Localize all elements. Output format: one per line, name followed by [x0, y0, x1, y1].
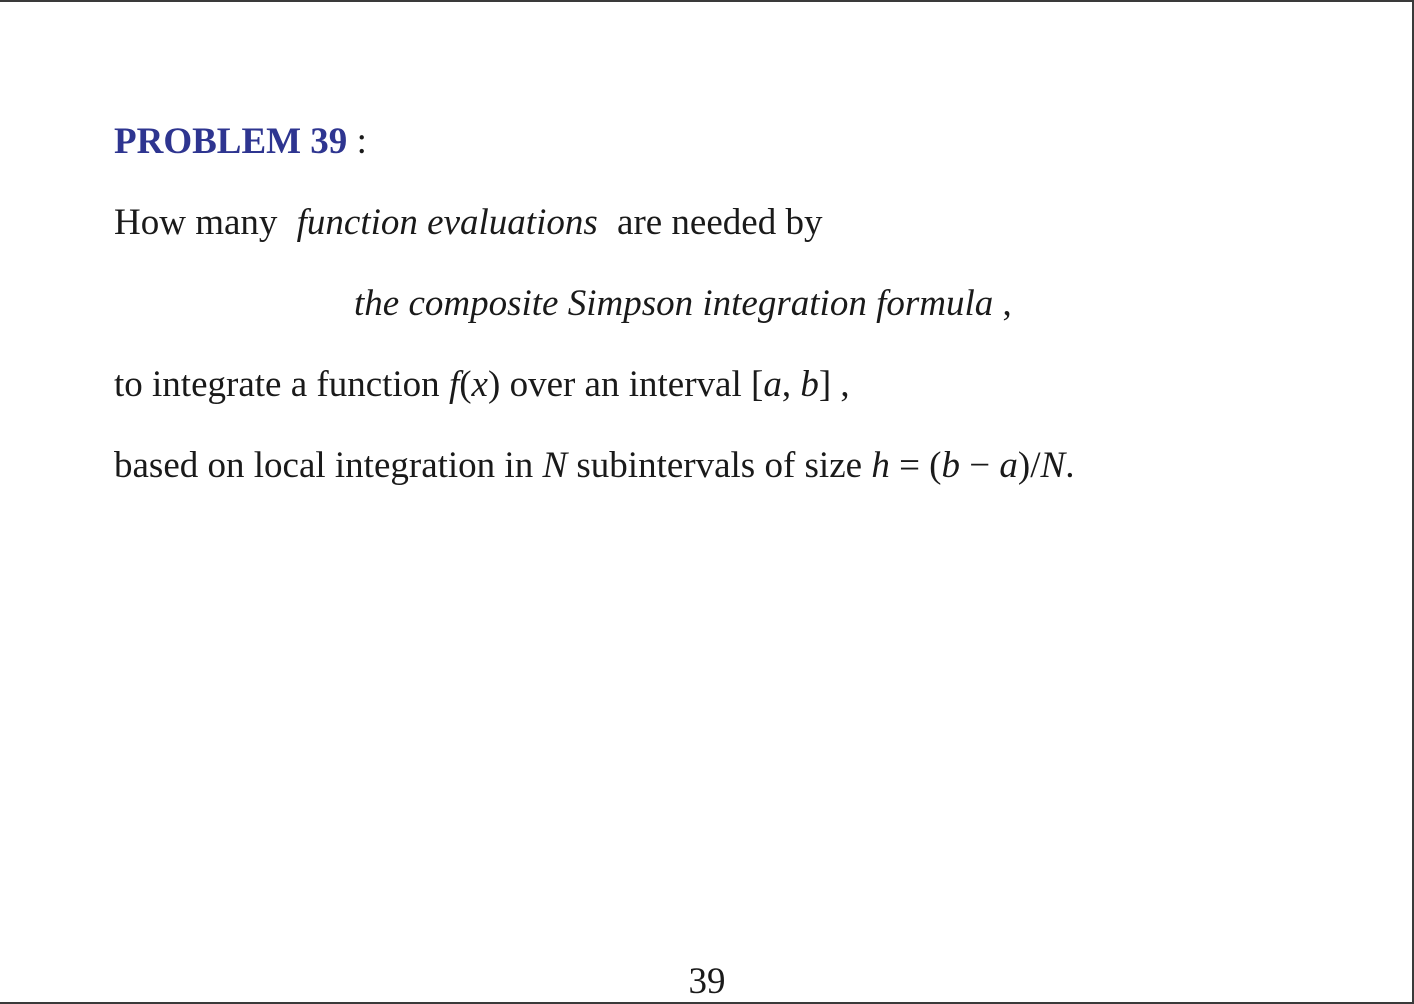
problem-title: PROBLEM 39 [114, 121, 348, 162]
question-line-4 [114, 444, 1074, 488]
math-bracket-open: [ [750, 364, 764, 405]
math-h: h [871, 445, 890, 486]
line3-pre: to integrate a function [114, 364, 440, 405]
problem-heading [114, 120, 367, 164]
math-x: x [471, 364, 488, 405]
math-close: )/ [1017, 445, 1041, 486]
page-number: 39 [688, 961, 726, 1002]
math-b2: b [941, 445, 961, 486]
math-bracket-close: ] [818, 364, 832, 405]
question-line-1 [114, 201, 822, 245]
math-paren-close: ) [487, 364, 501, 405]
math-eq: = ( [889, 445, 942, 486]
math-paren-open: ( [459, 364, 472, 405]
line3-mid: over an interval [509, 364, 742, 405]
math-a2: a [999, 445, 1018, 486]
line2-emphasis: the composite Simpson integration formula [354, 283, 994, 324]
line1-emphasis: function evaluations [296, 202, 598, 243]
math-b: b [800, 364, 819, 405]
math-f: f [448, 364, 460, 405]
math-period: . [1065, 445, 1075, 486]
heading-colon: : [356, 121, 367, 162]
math-N2: N [1040, 445, 1066, 486]
question-line-3 [114, 363, 850, 407]
question-line-2 [354, 282, 1012, 326]
line1-pre: How many [114, 202, 278, 243]
line4-mid: subintervals of size [576, 445, 863, 486]
math-a: a [763, 364, 782, 405]
line4-pre: based on local integration in [114, 445, 534, 486]
line1-post: are needed by [617, 202, 823, 243]
math-minus: − [960, 445, 1000, 486]
math-N: N [542, 445, 568, 486]
math-comma: , [781, 364, 801, 405]
line3-post: , [831, 364, 850, 405]
line2-post: , [1002, 283, 1012, 324]
